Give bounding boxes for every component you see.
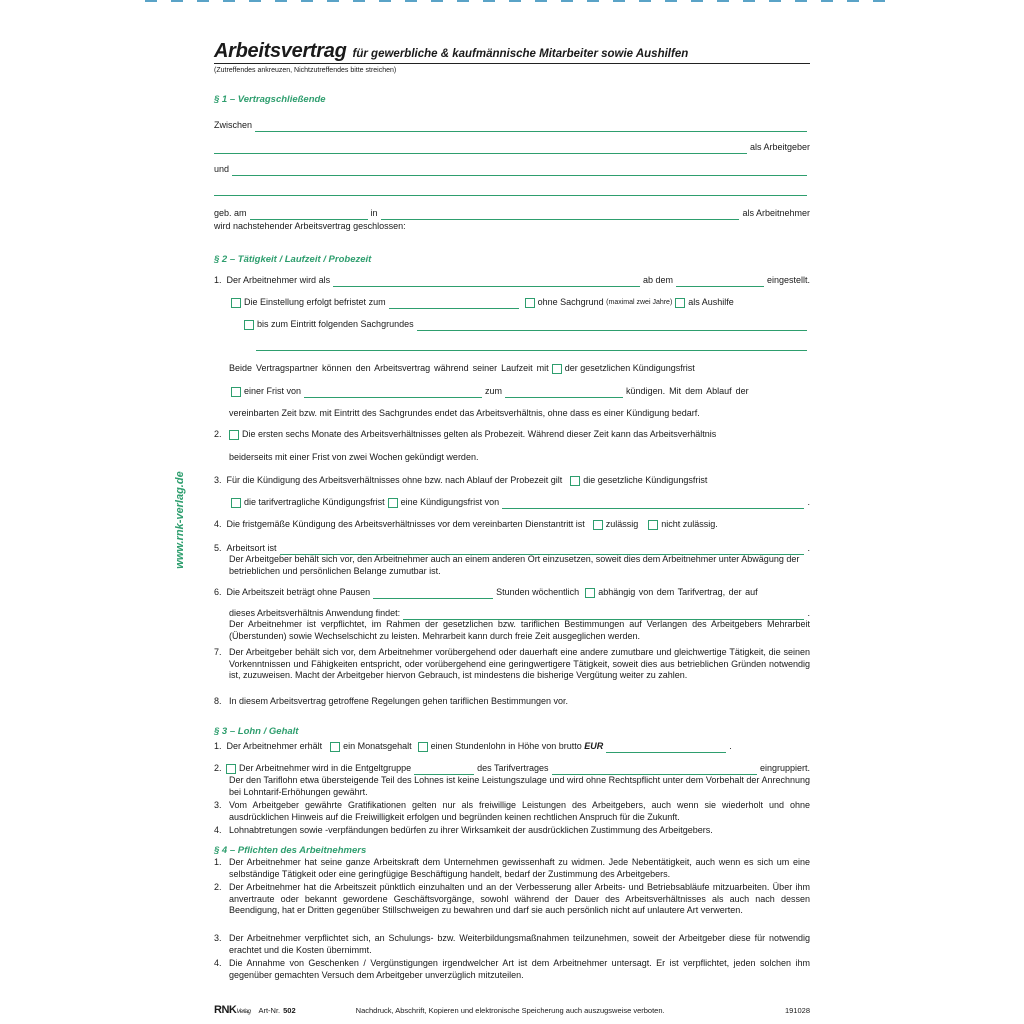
- tariff-contract-field[interactable]: [403, 610, 804, 620]
- para-2-5-text: Der Arbeitgeber behält sich vor, den Arbeitnehmer auch an einem anderen Ort einzusetzen, soweit dies dem Arbeitnehmer unter Abwägung der betrieblichen und persönlichen Belange zumutbar ist.: [229, 554, 800, 576]
- notice-period-field[interactable]: [304, 388, 482, 398]
- start-date-field[interactable]: [676, 277, 764, 287]
- contract-page: [214, 40, 810, 980]
- reason-field-2[interactable]: [256, 341, 807, 351]
- row-befristet: Die Einstellung erfolgt befristet zum ohne Sachgrund (maximal zwei Jahre) als Aushilfe: [228, 297, 810, 309]
- employee-address-field[interactable]: [214, 186, 807, 196]
- para-2-7: 7. Der Arbeitgeber behält sich vor, dem Arbeitnehmer vorübergehend oder dauerhaft eine andere zumutbare und gleichwertige Tätigkeit, die seinen Vorkenntnissen und Fähigkeiten entspricht, oder vorübergehend eine geringwertigere Tätigkeit, soweit dies aus betrieblichen Gründen notwendig ist, zuzuweisen. Macht der Arbeitgeber hiervon Gebrauch, ist mindestens die bisherige Vergütung weiter zu zahlen.: [214, 647, 810, 680]
- publisher-logo: RNKVerlag: [214, 1004, 251, 1016]
- article-number: 502: [283, 1005, 296, 1015]
- side-url-text: www.rnk-verlag.de: [174, 471, 186, 569]
- birth-place-field[interactable]: [381, 210, 740, 220]
- tariff-name-field[interactable]: [552, 765, 757, 775]
- temp-worker-checkbox[interactable]: [675, 298, 685, 308]
- row-frist: einer Frist von zum kündigen. Mit dem Ablauf der: [228, 386, 810, 398]
- employer-address-field[interactable]: [214, 144, 747, 154]
- hours-field[interactable]: [373, 589, 493, 599]
- page-title: Arbeitsvertrag: [214, 40, 347, 62]
- page-subtitle: für gewerbliche & kaufmännische Mitarbeiter sowie Aushilfen: [352, 48, 689, 60]
- tariff-hours-checkbox[interactable]: [585, 588, 595, 598]
- para-3-4: 4. Lohnabtretungen sowie -verpfändungen bedürfen zu ihrer Wirksamkeit der ausdrücklichen Zustimmung des Arbeitgebers.: [214, 825, 713, 835]
- instruction-note: (Zutreffendes ankreuzen, Nichtzutreffendes bitte streichen): [214, 66, 397, 74]
- fixed-term-checkbox[interactable]: [231, 298, 241, 308]
- row-blank: [214, 186, 810, 196]
- para-4-2: 2. Der Arbeitnehmer hat die Arbeitszeit pünktlich einzuhalten und an der Verbesserung aller Arbeits- und Betriebsabläufe mitzuarbeiten. Über ihm anvertraute oder bekannt gewordene Geschäftsvorgänge, sowohl während der Dauer des Arbeitsverhältnisses als auch nach dessen Beendigung, hat er Dritten gegenüber Stillschweigen zu bewahren und darf sie auch persönlich nicht auf unlautere Art verwerten.: [214, 882, 810, 915]
- para-3-3: 3. Vom Arbeitgeber gewährte Gratifikationen gelten nur als freiwillige Leistungen des Arbeitgebers, auch wenn sie wiederholt und ohne ausdrücklichen Hinweis auf die Freiwilligkeit erfolgen und begründen keinen rechtlichen Anspruch für die Zukunft.: [214, 800, 810, 822]
- no-reason-checkbox[interactable]: [525, 298, 535, 308]
- section-3-heading: § 3 – Lohn / Gehalt: [214, 726, 299, 737]
- statutory-notice-checkbox[interactable]: [552, 364, 562, 374]
- section-2-heading: § 2 – Tätigkeit / Laufzeit / Probezeit: [214, 254, 372, 265]
- employee-name-field[interactable]: [232, 166, 807, 176]
- row-sachgrund: bis zum Eintritt folgenden Sachgrundes: [241, 319, 810, 331]
- row-zwischen: Zwischen: [214, 120, 810, 132]
- row-2-3: 3. Für die Kündigung des Arbeitsverhältnisses ohne bzw. nach Ablauf der Probezeit gilt die gesetzliche Kündigungsfrist: [214, 475, 708, 485]
- allowed-checkbox[interactable]: [593, 520, 603, 530]
- row-sachgrund-2: [256, 341, 810, 351]
- monthly-salary-checkbox[interactable]: [330, 742, 340, 752]
- statutory-period-checkbox[interactable]: [570, 476, 580, 486]
- pay-group-field[interactable]: [414, 765, 474, 775]
- para-4-4: 4. Die Annahme von Geschenken / Vergünstigungen irgendwelcher Art ist dem Arbeitnehmer untersagt. Er ist verpflichtet, jeden solchen ihm gegenüber gemachten Versuch dem Arbeitgeber unverzüglich mitzuteilen.: [214, 958, 810, 980]
- text-vereinbart: vereinbarten Zeit bzw. mit Eintritt des Sachgrundes endet das Arbeitsverhältnis, ohne dass es einer Kündigung bedarf.: [229, 408, 700, 418]
- not-allowed-checkbox[interactable]: [648, 520, 658, 530]
- probation-checkbox[interactable]: [229, 430, 239, 440]
- work-location-field[interactable]: [280, 545, 805, 555]
- notice-to-field[interactable]: [505, 388, 623, 398]
- para-2-2: 2. Die ersten sechs Monate des Arbeitsverhältnisses gelten als Probezeit. Während dieser Zeit kann das Arbeitsverhältnis: [214, 429, 717, 439]
- pay-group-checkbox[interactable]: [226, 764, 236, 774]
- wage-amount-field[interactable]: [606, 743, 726, 753]
- row-2-6b: dieses Arbeitsverhältnis Anwendung findet: .: [229, 608, 810, 618]
- row-3-1: 1. Der Arbeitnehmer erhält ein Monatsgehalt einen Stundenlohn in Höhe von brutto EUR .: [214, 741, 732, 751]
- row-und: und: [214, 164, 810, 176]
- birth-date-field[interactable]: [250, 210, 368, 220]
- row-2-6: 6. Die Arbeitszeit beträgt ohne Pausen Stunden wöchentlich abhängig von dem Tarifvertrag, der auf: [214, 587, 758, 597]
- contract-concluded-text: wird nachstehender Arbeitsvertrag geschlossen:: [214, 221, 406, 231]
- row-2-4: 4. Die fristgemäße Kündigung des Arbeitsverhältnisses vor dem vereinbarten Dienstantritt ist zulässig nicht zulässig.: [214, 519, 718, 529]
- row-geb: geb. am in als Arbeitnehmer: [214, 208, 810, 218]
- para-2-2-cont: beiderseits mit einer Frist von zwei Wochen gekündigt werden.: [229, 452, 479, 462]
- position-field[interactable]: [333, 277, 640, 287]
- copyright-notice: Nachdruck, Abschrift, Kopieren und elektronische Speicherung auch auszugsweise verboten.: [355, 1005, 665, 1015]
- form-code: 191028: [784, 1005, 810, 1015]
- row-3-2: 2. Der Arbeitnehmer wird in die Entgeltgruppe des Tarifvertrages eingruppiert.: [214, 763, 810, 773]
- section-4-heading: § 4 – Pflichten des Arbeitnehmers: [214, 845, 367, 856]
- tariff-period-checkbox[interactable]: [231, 498, 241, 508]
- cut-line: [145, 0, 885, 2]
- side-url: [170, 460, 190, 580]
- row-2-3b: die tarifvertragliche Kündigungsfrist eine Kündigungsfrist von .: [228, 497, 810, 509]
- custom-period-field[interactable]: [502, 499, 804, 509]
- employer-name-field[interactable]: [255, 122, 807, 132]
- section-1-heading: § 1 – Vertragschließende: [214, 94, 326, 105]
- para-2-8: 8. In diesem Arbeitsvertrag getroffene Regelungen gehen tariflichen Bestimmungen vor.: [214, 696, 569, 706]
- para-4-3: 3. Der Arbeitnehmer verpflichtet sich, an Schulungs- bzw. Weiterbildungsmaßnahmen teilzunehmen, soweit der Arbeitgeber diese für notwendig erachtet und die Kosten übernimmt.: [214, 933, 810, 955]
- footer: [214, 1004, 810, 1016]
- reason-field[interactable]: [417, 321, 807, 331]
- fixed-term-date-field[interactable]: [389, 299, 519, 309]
- para-3-2-text: Der den Tariflohn etwa übersteigende Teil des Lohnes ist keine Leistungszulage und wird ohne Rechtspflicht unter dem Vorbehalt der Anrechnung bei Lohntarif-Erhöhungen gewährt.: [229, 775, 810, 797]
- para-4-1: 1. Der Arbeitnehmer hat seine ganze Arbeitskraft dem Unternehmen gewissenhaft zu widmen. Jede Nebentätigkeit, auch wenn es sich um eine selbständige Tätigkeit oder eine geringfügige Beschäftigung handelt, bedarf der Zustimmung des Arbeitgebers.: [214, 857, 810, 879]
- custom-period-checkbox[interactable]: [388, 498, 398, 508]
- para-2-6-text: Der Arbeitnehmer ist verpflichtet, im Rahmen der gesetzlichen bzw. tariflichen Bestimmungen auf Verlangen des Arbeitgebers Mehrarbeit (Überstunden) sowie Wechselschicht zu leisten. Mehrarbeit kann durch freie Zeit ausgeglichen werden.: [229, 619, 810, 641]
- row-2-1: 1. Der Arbeitnehmer wird als ab dem eingestellt.: [214, 275, 810, 285]
- header: [214, 40, 810, 64]
- notice-period-checkbox[interactable]: [231, 387, 241, 397]
- article-label: Art-Nr.: [258, 1005, 281, 1015]
- row-2-5: 5. Arbeitsort ist .: [214, 543, 810, 553]
- hourly-wage-checkbox[interactable]: [418, 742, 428, 752]
- row-beide: Beide Vertragspartner können den Arbeitsvertrag während seiner Laufzeit mit der gesetzlichen Kündigungsfrist: [229, 363, 695, 373]
- row-arbeitgeber: als Arbeitgeber: [214, 142, 810, 154]
- reason-checkbox[interactable]: [244, 320, 254, 330]
